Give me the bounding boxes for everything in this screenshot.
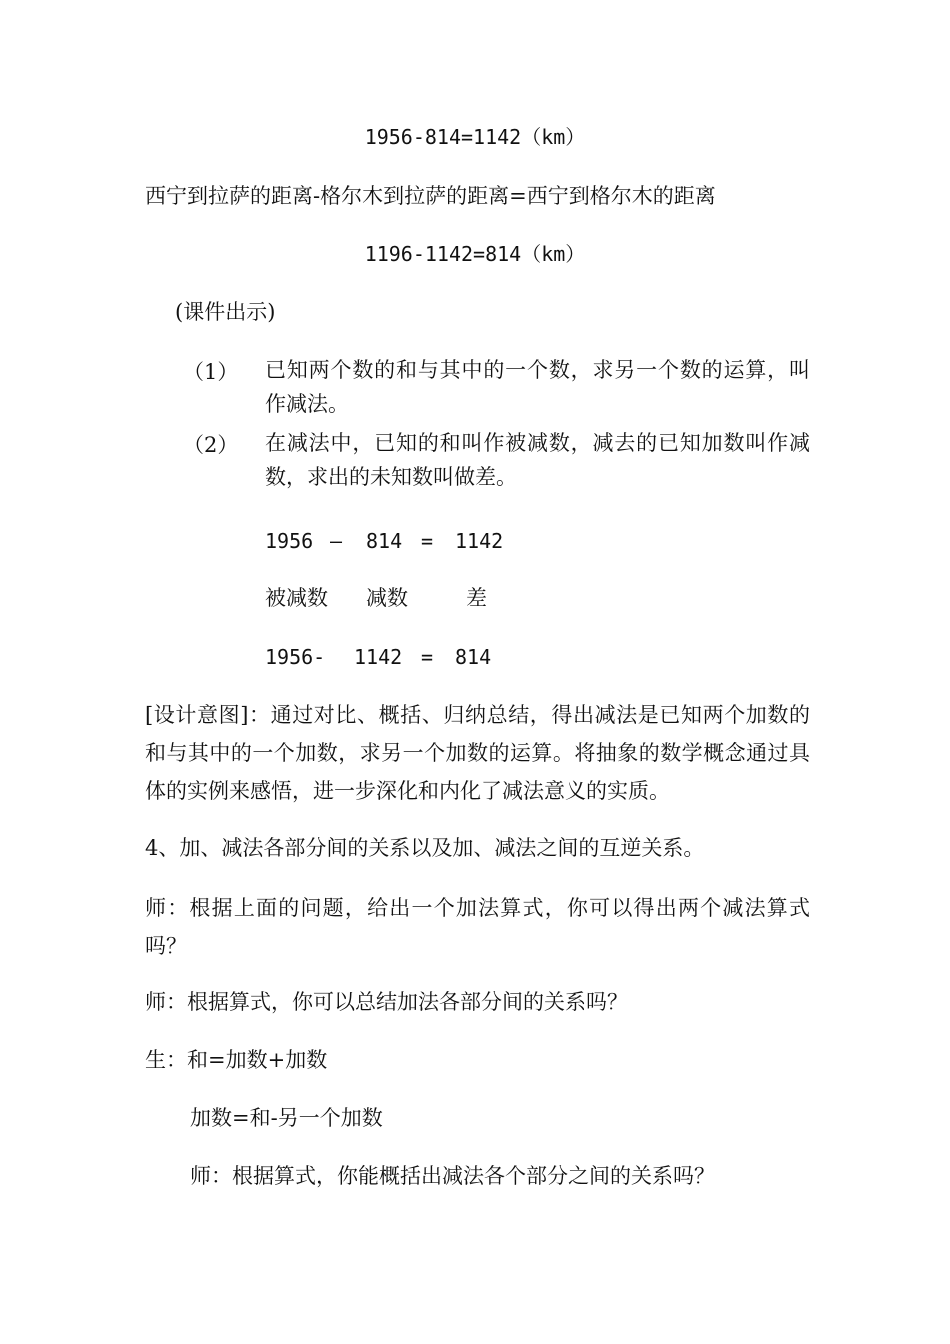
- courseware-note: (课件出示): [175, 300, 276, 324]
- student-answer: 生：和=加数+加数: [145, 1048, 328, 1072]
- equation-2: 1196-1142=814（km）: [364, 242, 586, 266]
- inverse-equals-sign: =: [421, 645, 434, 669]
- item-1-text: 已知两个数的和与其中的一个数，求另一个数的运算，叫作减法。: [265, 358, 810, 416]
- teacher-question-3: 师：根据算式，你能概括出减法各个部分之间的关系吗？: [190, 1164, 715, 1188]
- section-4-heading: 4、加、减法各部分间的关系以及加、减法之间的互逆关系。: [145, 836, 705, 860]
- equation-1: 1956-814=1142（km）: [364, 125, 586, 149]
- inverse-difference: 814: [455, 645, 492, 669]
- item-1-number: （1）: [183, 360, 239, 384]
- inverse-minuend: 1956-: [265, 645, 326, 669]
- subtrahend-value: 814: [366, 529, 403, 553]
- label-difference: 差: [466, 586, 487, 610]
- difference-value: 1142: [455, 529, 504, 553]
- minuend-value: 1956: [265, 529, 314, 553]
- student-answer-continued: 加数=和-另一个加数: [190, 1106, 383, 1130]
- teacher-question-1: 师：根据上面的问题，给出一个加法算式，你可以得出两个减法算式吗？: [145, 896, 810, 958]
- item-2-number: （2）: [183, 433, 239, 457]
- equals-sign: =: [421, 529, 434, 553]
- inverse-subtrahend: 1142: [354, 645, 403, 669]
- word-equation: 西宁到拉萨的距离-格尔木到拉萨的距离=西宁到格尔木的距离: [145, 184, 716, 208]
- teacher-question-2: 师：根据算式，你可以总结加法各部分间的关系吗？: [145, 990, 628, 1014]
- label-subtrahend: 减数: [366, 586, 408, 610]
- item-2-text: 在减法中，已知的和叫作被减数，减去的已知加数叫作减数，求出的未知数叫做差。: [265, 431, 810, 489]
- minus-sign: –: [330, 529, 343, 553]
- label-minuend: 被减数: [265, 586, 328, 610]
- design-intent-paragraph: [设计意图]：通过对比、概括、归纳总结，得出减法是已知两个加数的和与其中的一个加数，求另一个加数的运算。将抽象的数学概念通过具体的实例来感悟，进一步深化和内化了减法意义的实质。: [145, 703, 810, 803]
